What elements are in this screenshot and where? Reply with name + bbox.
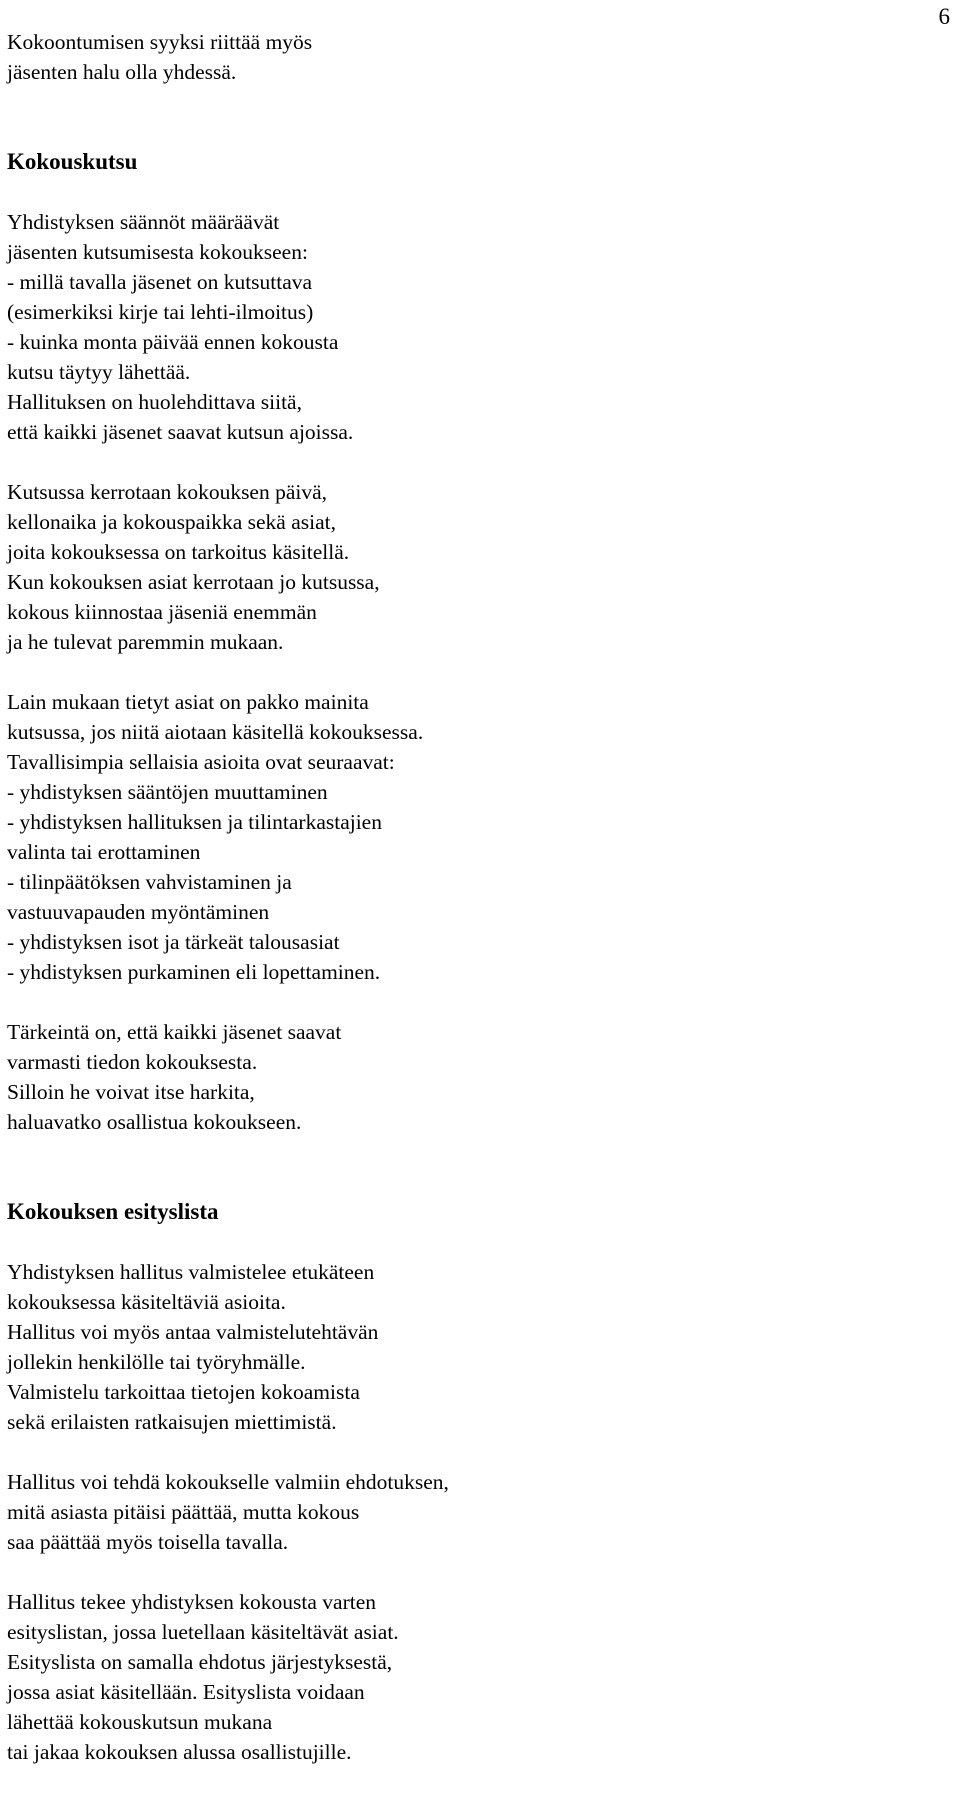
text-line: jäsenten halu olla yhdessä. <box>7 60 237 84</box>
list-item: - yhdistyksen hallituksen ja tilintarkastajien <box>7 810 382 834</box>
text-line: - millä tavalla jäsenet on kutsuttava <box>7 270 313 294</box>
text-line: saa päättää myös toisella tavalla. <box>7 1530 289 1554</box>
text-line: kellonaika ja kokouspaikka sekä asiat, <box>7 510 336 534</box>
text-line: valinta tai erottaminen <box>7 840 201 864</box>
text-line: Hallitus tekee yhdistyksen kokousta varten <box>7 1590 377 1614</box>
text-line: esityslistan, jossa luetellaan käsiteltävät asiat. <box>7 1620 399 1644</box>
text-line: Hallituksen on huolehdittava siitä, <box>7 390 302 414</box>
text-line: Yhdistyksen hallitus valmistelee etukäteen <box>7 1260 375 1284</box>
paragraph <box>7 207 937 447</box>
paragraph <box>7 477 937 657</box>
intro-paragraph <box>7 27 937 87</box>
text-line: Silloin he voivat itse harkita, <box>7 1080 255 1104</box>
text-line: kutsu täytyy lähettää. <box>7 360 191 384</box>
text-line: vastuuvapauden myöntäminen <box>7 900 270 924</box>
text-line: Kun kokouksen asiat kerrotaan jo kutsussa, <box>7 570 380 594</box>
page-number: 6 <box>938 4 950 29</box>
text-line: - kuinka monta päivää ennen kokousta <box>7 330 339 354</box>
text-line: jossa asiat käsitellään. Esityslista voidaan <box>7 1680 365 1704</box>
text-line: mitä asiasta pitäisi päättää, mutta kokous <box>7 1500 360 1524</box>
text-line: varmasti tiedon kokouksesta. <box>7 1050 258 1074</box>
paragraph <box>7 1587 937 1767</box>
text-line: Valmistelu tarkoittaa tietojen kokoamista <box>7 1380 360 1404</box>
list-item: - yhdistyksen sääntöjen muuttaminen <box>7 780 328 804</box>
paragraph <box>7 1257 937 1437</box>
text-line: Kokoontumisen syyksi riittää myös <box>7 30 313 54</box>
list-item: - yhdistyksen purkaminen eli lopettaminen. <box>7 960 381 984</box>
text-line: kutsussa, jos niitä aiotaan käsitellä kokouksessa. <box>7 720 424 744</box>
text-line: että kaikki jäsenet saavat kutsun ajoissa. <box>7 420 354 444</box>
paragraph <box>7 1017 937 1137</box>
paragraph <box>7 1467 937 1557</box>
text-line: jollekin henkilölle tai työryhmälle. <box>7 1350 306 1374</box>
text-line: Hallitus voi myös antaa valmistelutehtävän <box>7 1320 379 1344</box>
text-line: (esimerkiksi kirje tai lehti-ilmoitus) <box>7 300 314 324</box>
text-line: joita kokouksessa on tarkoitus käsitellä. <box>7 540 350 564</box>
text-line: Yhdistyksen säännöt määräävät <box>7 210 280 234</box>
document-body <box>7 27 937 1767</box>
text-line: lähettää kokouskutsun mukana <box>7 1710 273 1734</box>
list-item: - yhdistyksen isot ja tärkeät talousasiat <box>7 930 340 954</box>
text-line: Tavallisimpia sellaisia asioita ovat seuraavat: <box>7 750 395 774</box>
list-item: - tilinpäätöksen vahvistaminen ja <box>7 870 292 894</box>
text-line: sekä erilaisten ratkaisujen miettimistä. <box>7 1410 337 1434</box>
text-line: haluavatko osallistua kokoukseen. <box>7 1110 302 1134</box>
section-heading-kokouskutsu: Kokouskutsu <box>7 149 138 174</box>
text-line: jäsenten kutsumisesta kokoukseen: <box>7 240 308 264</box>
text-line: ja he tulevat paremmin mukaan. <box>7 630 284 654</box>
text-line: Hallitus voi tehdä kokoukselle valmiin ehdotuksen, <box>7 1470 449 1494</box>
text-line: Lain mukaan tietyt asiat on pakko mainita <box>7 690 369 714</box>
text-line: Kutsussa kerrotaan kokouksen päivä, <box>7 480 328 504</box>
text-line: kokous kiinnostaa jäseniä enemmän <box>7 600 317 624</box>
text-line: Esityslista on samalla ehdotus järjestyksestä, <box>7 1650 393 1674</box>
section-heading-esityslista: Kokouksen esityslista <box>7 1199 219 1224</box>
paragraph <box>7 687 937 987</box>
text-line: tai jakaa kokouksen alussa osallistujille. <box>7 1740 352 1764</box>
text-line: kokouksessa käsiteltäviä asioita. <box>7 1290 286 1314</box>
text-line: Tärkeintä on, että kaikki jäsenet saavat <box>7 1020 342 1044</box>
